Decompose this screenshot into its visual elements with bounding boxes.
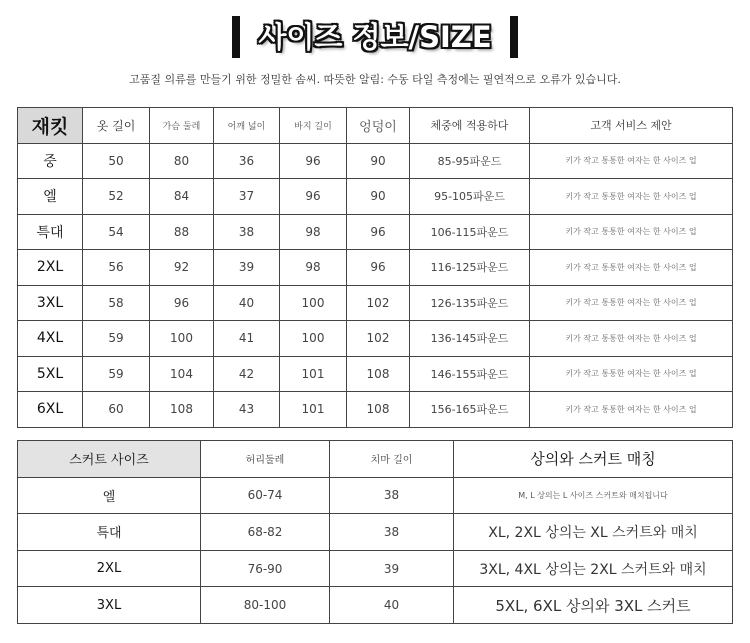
- page-title: 사이즈 정보/SIZE: [258, 20, 492, 54]
- jacket-chest-cell: 92: [150, 250, 214, 286]
- skirt-matching-cell: 5XL, 6XL 상의와 3XL 스커트: [454, 587, 733, 624]
- jacket-row: [18, 356, 733, 392]
- jacket-weight-cell: 136-145파운드: [410, 321, 530, 357]
- jacket-hip-cell: 96: [347, 250, 410, 286]
- skirt-length-cell: 38: [330, 477, 454, 514]
- jacket-chest-cell: 104: [150, 356, 214, 392]
- jacket-service-note-cell: 키가 작고 통통한 여자는 한 사이즈 업: [530, 214, 733, 250]
- jacket-row: [18, 321, 733, 357]
- jacket-row: [18, 143, 733, 179]
- jacket-chest-cell: 100: [150, 321, 214, 357]
- jacket-service-note-cell: 키가 작고 통통한 여자는 한 사이즈 업: [530, 321, 733, 357]
- jacket-header-chest: 가슴 둘레: [150, 108, 214, 144]
- jacket-size-cell: 3XL: [18, 285, 83, 321]
- skirt-waist-cell: 68-82: [201, 514, 330, 551]
- jacket-size-cell: 엘: [18, 179, 83, 215]
- jacket-shoulder-cell: 39: [214, 250, 280, 286]
- jacket-size-cell: 4XL: [18, 321, 83, 357]
- jacket-shoulder-cell: 43: [214, 392, 280, 428]
- jacket-header-row: [18, 108, 733, 144]
- skirt-length-cell: 40: [330, 587, 454, 624]
- jacket-weight-cell: 146-155파운드: [410, 356, 530, 392]
- jacket-pants-length-cell: 100: [280, 285, 347, 321]
- skirt-waist-cell: 60-74: [201, 477, 330, 514]
- jacket-header-length: 옷 길이: [83, 108, 150, 144]
- jacket-size-cell: 특대: [18, 214, 83, 250]
- jacket-size-cell: 6XL: [18, 392, 83, 428]
- title-block: [0, 14, 750, 60]
- jacket-size-table: [17, 107, 733, 428]
- jacket-hip-cell: 102: [347, 285, 410, 321]
- jacket-chest-cell: 88: [150, 214, 214, 250]
- jacket-service-note-cell: 키가 작고 통통한 여자는 한 사이즈 업: [530, 143, 733, 179]
- jacket-length-cell: 50: [83, 143, 150, 179]
- jacket-weight-cell: 126-135파운드: [410, 285, 530, 321]
- jacket-header-shoulder: 어깨 넓이: [214, 108, 280, 144]
- jacket-shoulder-cell: 37: [214, 179, 280, 215]
- jacket-hip-cell: 96: [347, 214, 410, 250]
- skirt-size-table: [17, 440, 733, 624]
- jacket-shoulder-cell: 41: [214, 321, 280, 357]
- jacket-header-service: 고객 서비스 제안: [530, 108, 733, 144]
- jacket-row: [18, 250, 733, 286]
- jacket-weight-cell: 116-125파운드: [410, 250, 530, 286]
- jacket-header-hip: 엉덩이: [347, 108, 410, 144]
- skirt-waist-cell: 80-100: [201, 587, 330, 624]
- skirt-row: [18, 550, 733, 587]
- jacket-length-cell: 60: [83, 392, 150, 428]
- jacket-shoulder-cell: 40: [214, 285, 280, 321]
- skirt-header-waist: 허리둘레: [201, 441, 330, 478]
- skirt-waist-cell: 76-90: [201, 550, 330, 587]
- skirt-length-cell: 39: [330, 550, 454, 587]
- jacket-hip-cell: 108: [347, 356, 410, 392]
- title-bar-left: [232, 16, 240, 58]
- jacket-length-cell: 59: [83, 321, 150, 357]
- jacket-length-cell: 54: [83, 214, 150, 250]
- jacket-pants-length-cell: 96: [280, 179, 347, 215]
- jacket-hip-cell: 108: [347, 392, 410, 428]
- skirt-header-length: 치마 길이: [330, 441, 454, 478]
- subtitle-note: 고품질 의류를 만들기 위한 정밀한 솜씨. 따뜻한 알림: 수동 타일 측정에는 필연적으로 오류가 있습니다.: [129, 73, 621, 86]
- jacket-row: [18, 392, 733, 428]
- skirt-length-cell: 38: [330, 514, 454, 551]
- jacket-weight-cell: 156-165파운드: [410, 392, 530, 428]
- jacket-pants-length-cell: 100: [280, 321, 347, 357]
- jacket-row: [18, 285, 733, 321]
- jacket-pants-length-cell: 98: [280, 250, 347, 286]
- jacket-service-note-cell: 키가 작고 통통한 여자는 한 사이즈 업: [530, 392, 733, 428]
- jacket-shoulder-cell: 36: [214, 143, 280, 179]
- skirt-size-cell: 특대: [18, 514, 201, 551]
- jacket-length-cell: 59: [83, 356, 150, 392]
- jacket-header-size: 재킷: [18, 108, 83, 144]
- jacket-size-cell: 2XL: [18, 250, 83, 286]
- jacket-pants-length-cell: 101: [280, 392, 347, 428]
- jacket-chest-cell: 84: [150, 179, 214, 215]
- skirt-header-row: [18, 441, 733, 478]
- skirt-size-cell: 3XL: [18, 587, 201, 624]
- jacket-length-cell: 58: [83, 285, 150, 321]
- jacket-header-weight: 체중에 적용하다: [410, 108, 530, 144]
- jacket-length-cell: 56: [83, 250, 150, 286]
- jacket-length-cell: 52: [83, 179, 150, 215]
- jacket-hip-cell: 90: [347, 179, 410, 215]
- skirt-header-size: 스커트 사이즈: [18, 441, 201, 478]
- skirt-matching-cell: 3XL, 4XL 상의는 2XL 스커트와 매치: [454, 550, 733, 587]
- jacket-shoulder-cell: 42: [214, 356, 280, 392]
- jacket-service-note-cell: 키가 작고 통통한 여자는 한 사이즈 업: [530, 356, 733, 392]
- jacket-size-cell: 5XL: [18, 356, 83, 392]
- jacket-row: [18, 214, 733, 250]
- skirt-row: [18, 587, 733, 624]
- skirt-size-cell: 2XL: [18, 550, 201, 587]
- skirt-row: [18, 477, 733, 514]
- jacket-size-cell: 중: [18, 143, 83, 179]
- skirt-row: [18, 514, 733, 551]
- jacket-service-note-cell: 키가 작고 통통한 여자는 한 사이즈 업: [530, 250, 733, 286]
- jacket-weight-cell: 95-105파운드: [410, 179, 530, 215]
- jacket-chest-cell: 96: [150, 285, 214, 321]
- jacket-chest-cell: 108: [150, 392, 214, 428]
- jacket-header-pants-length: 바지 길이: [280, 108, 347, 144]
- jacket-pants-length-cell: 98: [280, 214, 347, 250]
- skirt-matching-cell: XL, 2XL 상의는 XL 스커트와 매치: [454, 514, 733, 551]
- jacket-service-note-cell: 키가 작고 통통한 여자는 한 사이즈 업: [530, 179, 733, 215]
- jacket-hip-cell: 102: [347, 321, 410, 357]
- skirt-header-matching: 상의와 스커트 매칭: [454, 441, 733, 478]
- jacket-row: [18, 179, 733, 215]
- jacket-weight-cell: 85-95파운드: [410, 143, 530, 179]
- jacket-hip-cell: 90: [347, 143, 410, 179]
- skirt-size-cell: 엘: [18, 477, 201, 514]
- jacket-weight-cell: 106-115파운드: [410, 214, 530, 250]
- jacket-shoulder-cell: 38: [214, 214, 280, 250]
- jacket-pants-length-cell: 101: [280, 356, 347, 392]
- jacket-service-note-cell: 키가 작고 통통한 여자는 한 사이즈 업: [530, 285, 733, 321]
- jacket-pants-length-cell: 96: [280, 143, 347, 179]
- title-bar-right: [510, 16, 518, 58]
- jacket-chest-cell: 80: [150, 143, 214, 179]
- skirt-matching-cell: M, L 상의는 L 사이즈 스커트와 매치됩니다: [454, 477, 733, 514]
